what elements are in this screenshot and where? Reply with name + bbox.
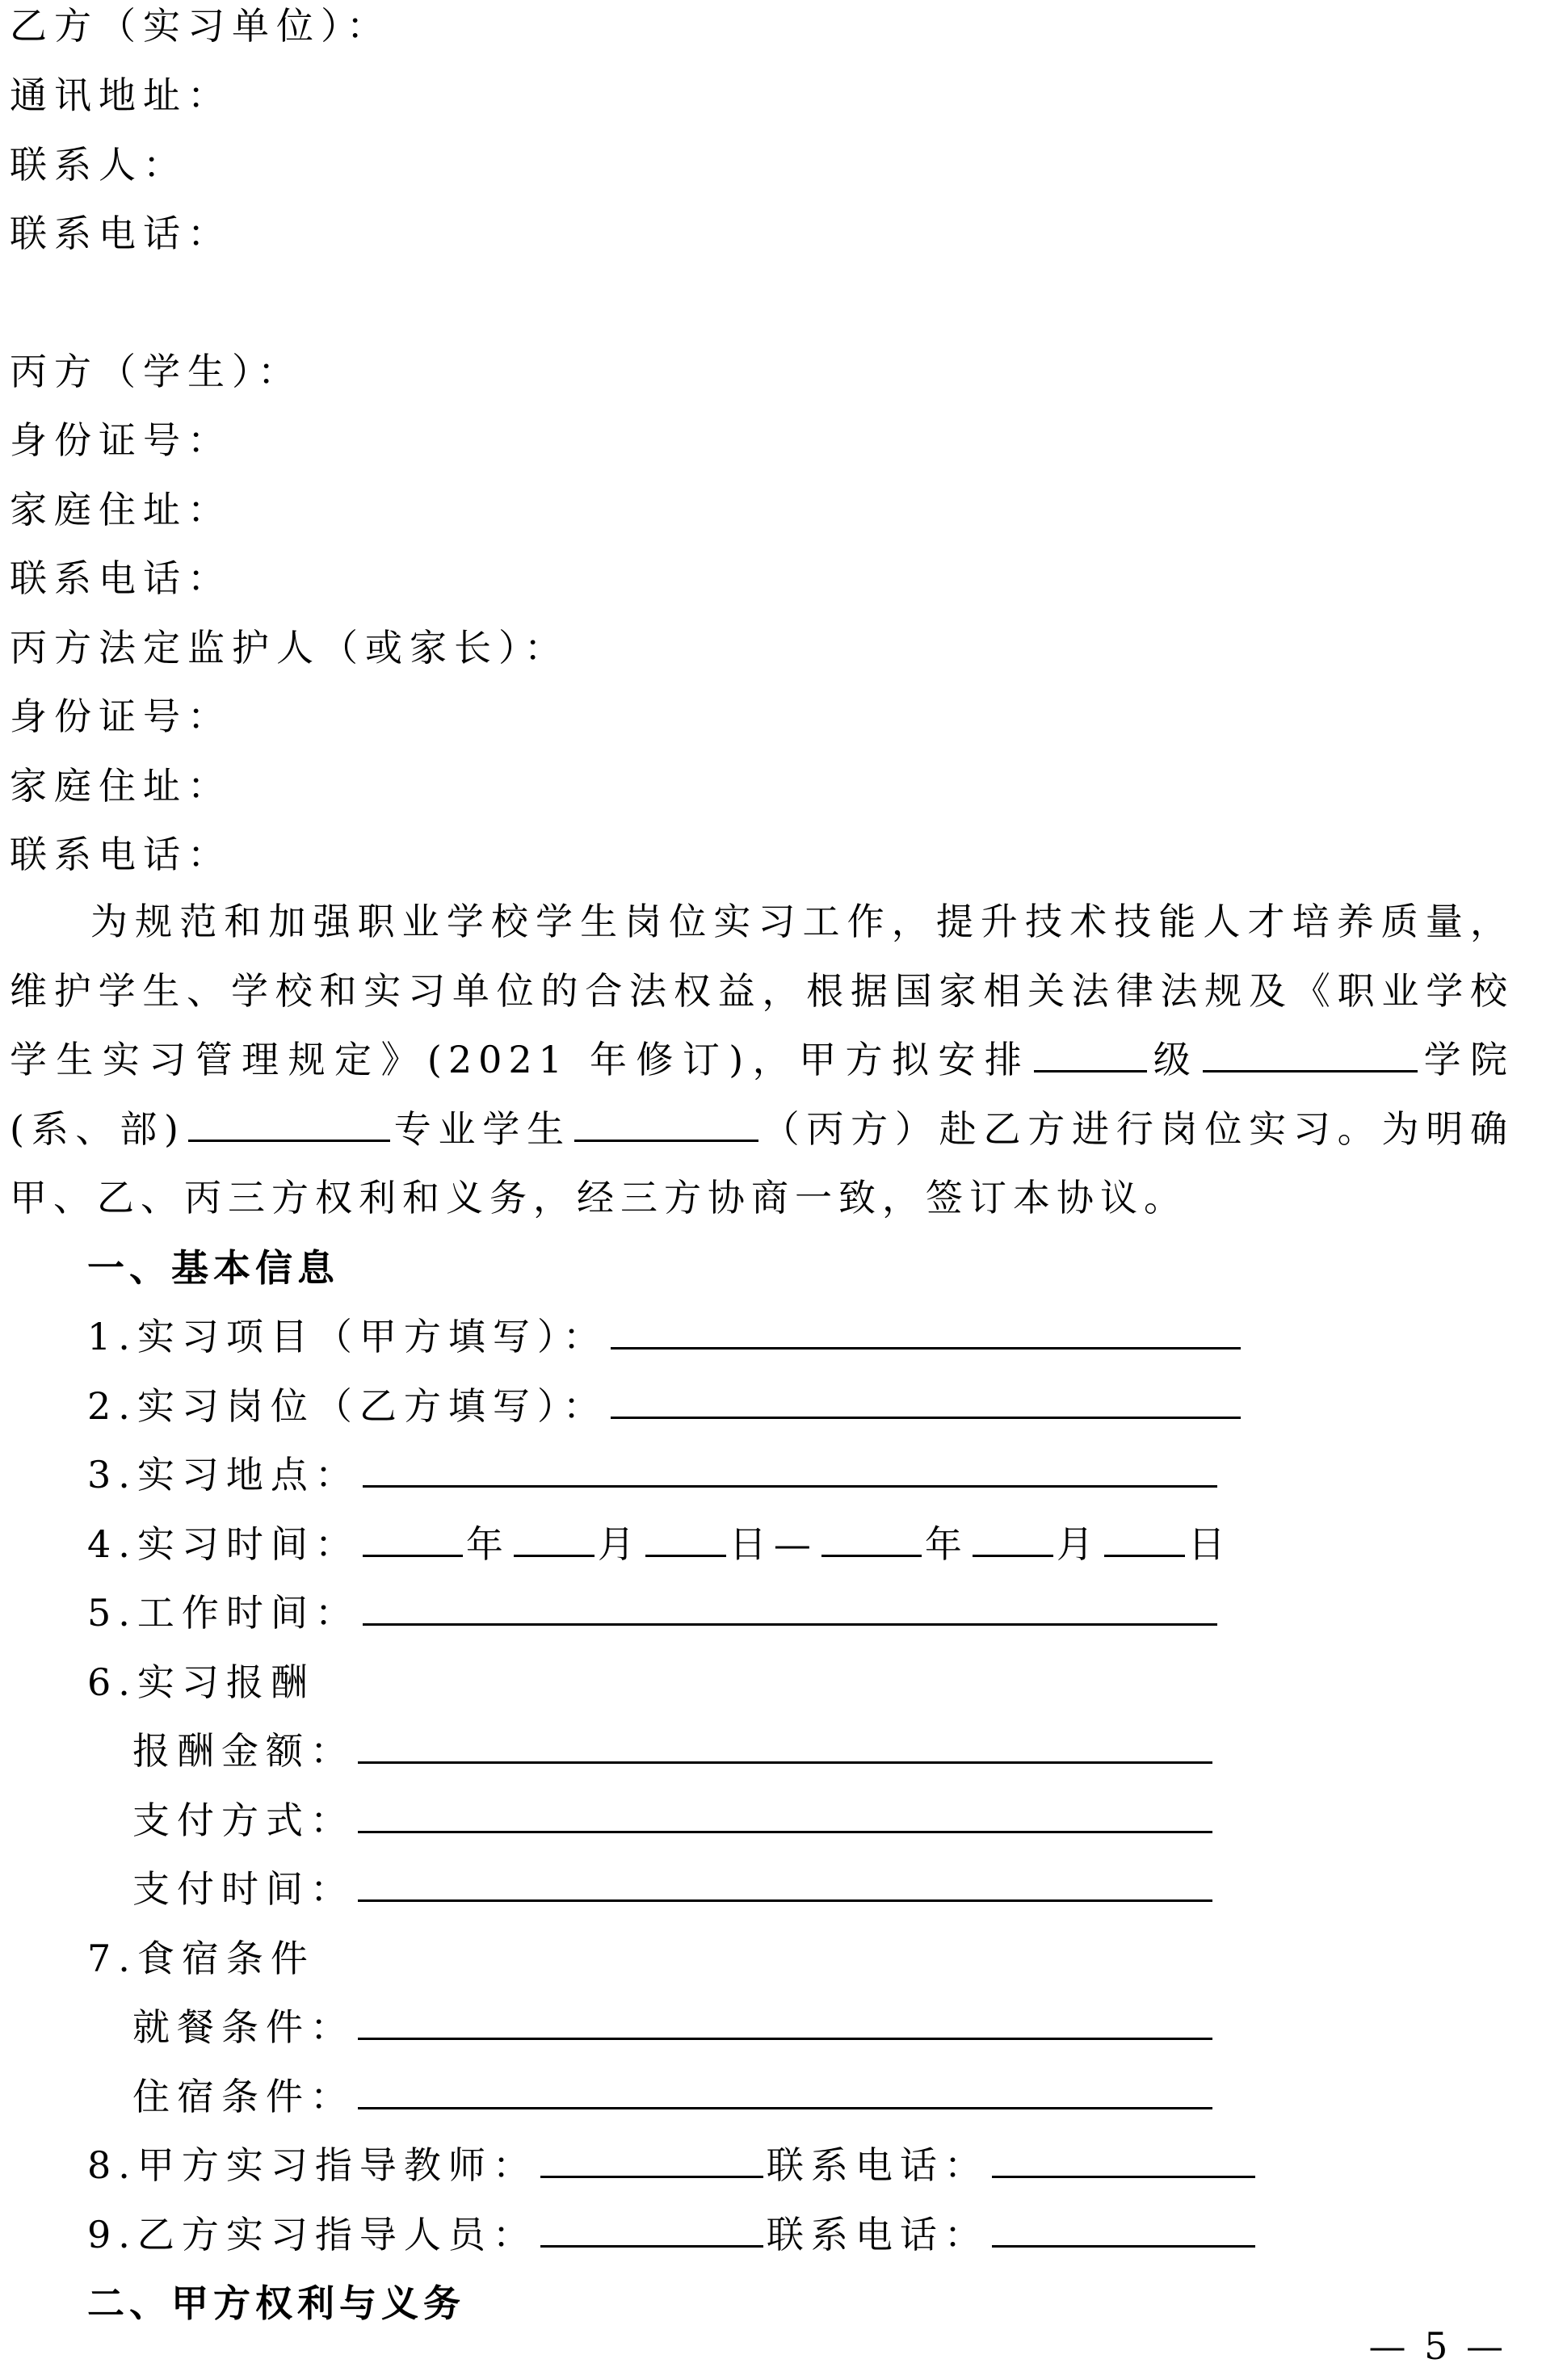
- pay-time-blank[interactable]: [358, 1867, 1212, 1902]
- item7-label: 7.食宿条件: [87, 1937, 315, 1980]
- item3-blank[interactable]: [363, 1453, 1217, 1488]
- end-month-label: 月: [1056, 1522, 1101, 1566]
- item5-row: [87, 1589, 1221, 1637]
- item6-label: 6.实习报酬: [87, 1660, 315, 1704]
- guardian-id-label: 身份证号：: [10, 695, 232, 738]
- item2-blank[interactable]: [611, 1384, 1241, 1419]
- preamble-text-4: 专业学生: [393, 1106, 571, 1151]
- lodging-blank[interactable]: [358, 2075, 1212, 2109]
- end-year-blank[interactable]: [821, 1522, 922, 1557]
- end-day-label: 日: [1187, 1522, 1233, 1566]
- preamble-paragraph: [10, 888, 1514, 1233]
- item5-blank[interactable]: [363, 1591, 1217, 1626]
- start-day-label: 日—: [729, 1522, 818, 1566]
- item3-row: [87, 1450, 1221, 1499]
- college-blank[interactable]: [1203, 1038, 1418, 1072]
- pay-time-label: 支付时间：: [132, 1867, 355, 1911]
- teacher-phone-label: 联系电话：: [766, 2143, 989, 2187]
- end-day-blank[interactable]: [1104, 1522, 1185, 1557]
- major-blank[interactable]: [188, 1107, 390, 1142]
- pay-amount-row: [132, 1727, 1216, 1775]
- item8-label: 8.甲方实习指导教师：: [87, 2143, 537, 2187]
- item1-blank[interactable]: [611, 1315, 1241, 1350]
- pay-method-row: [132, 1796, 1216, 1845]
- preamble-text-5: （丙方）赴乙方进行岗位实习。为明确甲、乙、丙三方权利和义务，经三方协商一致，签订本协议。: [10, 1106, 1514, 1219]
- lodging-label: 住宿条件：: [132, 2075, 355, 2118]
- item4-row: [87, 1520, 1233, 1568]
- party-c-home-label: 家庭住址：: [10, 488, 232, 531]
- pay-time-row: [132, 1865, 1216, 1913]
- end-year-label: 年: [924, 1522, 969, 1566]
- preamble-text-1: 为规范和加强职业学校学生岗位实习工作，提升技术技能人才培养质量，维护学生、学校和实习单位的合法权益，根据国家相关法律法规及《职业学校学生实习管理规定》(2021 年修订)，甲方拟安排: [10, 900, 1514, 1081]
- party-b-address-label: 通讯地址：: [10, 73, 232, 117]
- item1-row: [87, 1312, 1244, 1361]
- guardian-phone-label: 联系电话：: [10, 833, 232, 876]
- lodging-row: [132, 2072, 1216, 2121]
- party-c-id-label: 身份证号：: [10, 418, 232, 462]
- mentor-blank[interactable]: [540, 2213, 763, 2248]
- party-b-contact-label: 联系人：: [10, 143, 187, 187]
- page-number: — 5 —: [1368, 2324, 1506, 2368]
- meal-label: 就餐条件：: [132, 2005, 355, 2049]
- pay-method-label: 支付方式：: [132, 1799, 355, 1842]
- start-day-blank[interactable]: [645, 1522, 726, 1557]
- item8-row: [87, 2141, 1258, 2189]
- section2-heading: 二、甲方权利与义务: [87, 2281, 465, 2325]
- start-year-blank[interactable]: [363, 1522, 463, 1557]
- item4-label: 4.实习时间：: [87, 1522, 359, 1566]
- party-b-title: 乙方（实习单位）：: [10, 4, 391, 48]
- end-month-blank[interactable]: [973, 1522, 1053, 1557]
- preamble-text-2: 级: [1150, 1038, 1200, 1081]
- item9-row: [87, 2210, 1258, 2259]
- preamble-text-3: 学院(系、部): [10, 1038, 1515, 1151]
- start-year-label: 年: [465, 1522, 510, 1566]
- item1-label: 1.实习项目（甲方填写）：: [87, 1315, 607, 1358]
- mentor-phone-label: 联系电话：: [766, 2213, 989, 2256]
- party-c-phone-label: 联系电话：: [10, 556, 232, 600]
- pay-method-blank[interactable]: [358, 1799, 1212, 1833]
- meal-row: [132, 2003, 1216, 2051]
- pay-amount-blank[interactable]: [358, 1729, 1212, 1764]
- item9-label: 9.乙方实习指导人员：: [87, 2213, 537, 2256]
- teacher-blank[interactable]: [540, 2143, 763, 2178]
- start-month-blank[interactable]: [514, 1522, 595, 1557]
- student-name-blank[interactable]: [574, 1107, 758, 1142]
- guardian-home-label: 家庭住址：: [10, 764, 232, 808]
- start-month-label: 月: [597, 1522, 642, 1566]
- party-c-title: 丙方（学生）：: [10, 350, 302, 393]
- party-b-phone-label: 联系电话：: [10, 212, 232, 255]
- meal-blank[interactable]: [358, 2005, 1212, 2040]
- item3-label: 3.实习地点：: [87, 1453, 359, 1496]
- pay-amount-label: 报酬金额：: [132, 1729, 355, 1773]
- mentor-phone-blank[interactable]: [992, 2213, 1255, 2248]
- item2-row: [87, 1382, 1244, 1430]
- section1-heading: 一、基本信息: [87, 1246, 339, 1290]
- item2-label: 2.实习岗位（乙方填写）：: [87, 1384, 607, 1428]
- item5-label: 5.工作时间：: [87, 1591, 359, 1635]
- grade-blank[interactable]: [1034, 1038, 1147, 1072]
- guardian-title: 丙方法定监护人（或家长）：: [10, 626, 569, 670]
- teacher-phone-blank[interactable]: [992, 2143, 1255, 2178]
